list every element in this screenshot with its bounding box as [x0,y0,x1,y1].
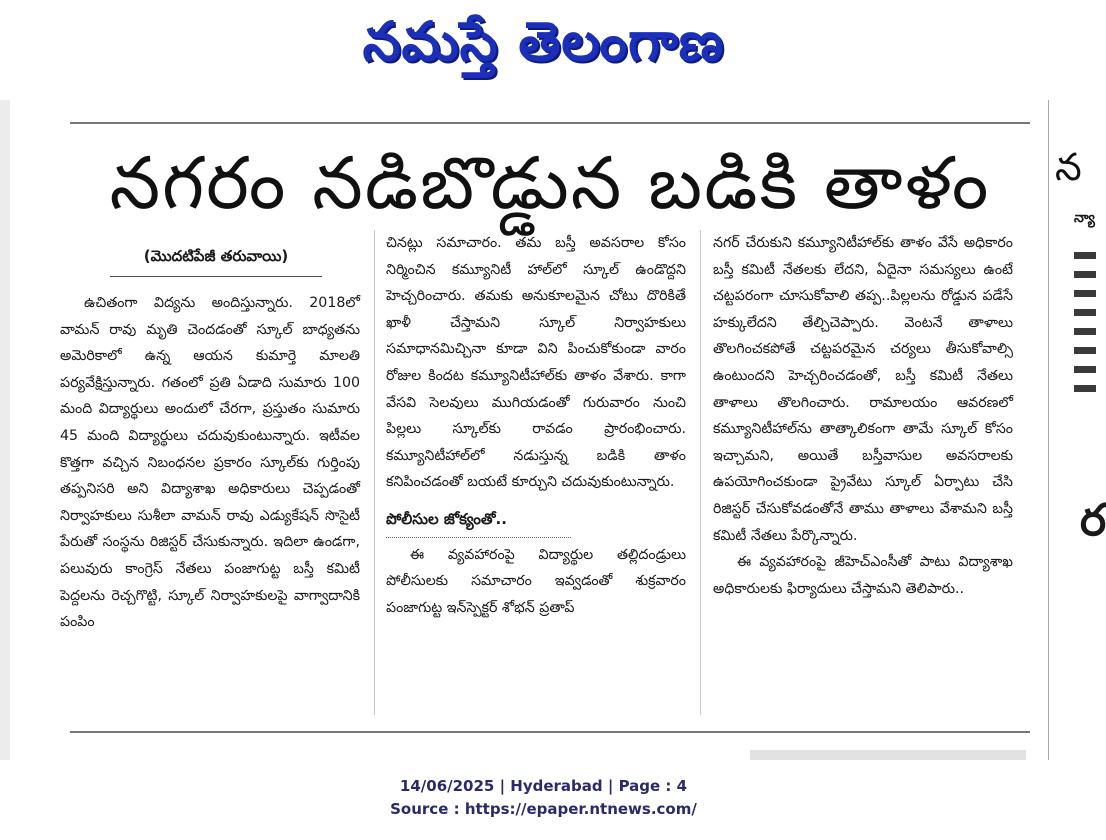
article-headline: నగరం నడిబొడ్డున బడికి తాళం [109,141,991,225]
column-2-text: చినట్లు సమాచారం. తమ బస్తీ అవసరాల కోసం నిర్మించిన కమ్యూనిటీ హాల్‌లో స్కూల్ ఉండొద్దని హెచ్చరించారు. తమకు అనుకూలమైన చోటు దొరికితే ఖాళీ చేస్తామని స్కూల్ నిర్వాహకులు సమాధానమిచ్చినా కూడా విని పించుకోకుండా వారం రోజుల కిందట కమ్యూనిటీహాల్‌కు తాళం వేశారు. కాగా వేసవి సెలవులు ముగియడంతో గురువారం నుంచి పిల్లలు స్కూల్‌కు రావడం ప్రారంభించారు. కమ్యూనిటీహాల్‌లో నడుస్తున్న బడికి తాళం కనిపించడంతో బయటే కూర్చుని చదువుకుంటున్నారు. [386,235,686,491]
column-2-text-after: ఈ వ్యవహారంపై విద్యార్థుల తల్లిదండ్రులు పోలీసులకు సమాచారం ఇవ్వడంతో శుక్రవారం పంజాగుట్ట ఇన్‌స్పెక్టర్ శోభన్ ప్రతాప్ [386,546,686,616]
footer-date-page: 14/06/2025 | Hyderabad | Page : 4 [399,777,688,795]
adjacent-article-strip [1048,100,1088,760]
column-1-text: ఉచితంగా విద్యను అందిస్తున్నారు. 2018లో వామన్ రావు మృతి చెందడంతో స్కూల్ బాధ్యతను అమెరికాలో ఉన్న ఆయన కుమార్తె మాలతి పర్యవేక్షిస్తున్నారు. గతంలో ప్రతి ఏడాది సుమారు 100 మంది విద్యార్థులు అందులో చేరగా, ప్రస్తుతం సుమారు 45 మంది విద్యార్థులు చదువుకుంటున్నారు. ఇటీవల కొత్తగా వచ్చిన నిబంధనల ప్రకారం స్కూల్‌కు గుర్తింపు తప్పనిసరి అని విద్యాశాఖ అధికారులు చెప్పడంతో నిర్వాహకులు సుశీలా వామన్ రావు ఎడ్యుకేషన్ సొసైటీ పేరుతో సంస్థను రిజిస్టర్ చేసుకున్నారు. ఇదిలా ఉండగా, పలువురు కాంగ్రెస్ నేతలు పంజాగుట్ట బస్తీ కమిటీ పెద్దలను రెచ్చగొట్టి, స్కూల్ నిర్వాహకులపై వాగ్వాదానికి పంపిం [60,295,360,631]
adjacent-text-fragments [1074,240,1096,404]
article-sheet [10,100,1106,760]
continued-rule [110,276,322,277]
column-3-text-2: ఈ వ్యవహారంపై జీహెచ్‌ఎంసీతో పాటు విద్యాశాఖ అధికారులకు ఫిర్యాదులు చేస్తామని తెలిపారు.. [713,554,1013,597]
article-column-3 [713,230,1013,602]
column-3-text: నగర్ చేరుకుని కమ్యూనిటీహాల్‌కు తాళం వేసే అధికారం బస్తీ కమిటీ నేతలకు లేదని, ఏదైనా సమస్యలు ఉంటే చట్టపరంగా చూసుకోవాలి తప్ప..పిల్లలను రోడ్డున పడేసే హక్కులేదని తేల్చిచెప్పారు. వెంటనే తాళాలు తొలగించకపోతే చట్టపరమైన చర్యలు తీసుకోవాల్సి ఉంటుందని హెచ్చరించడంతో, బస్తీ కమిటీ నేతలు తాళాలు తొలగించారు. రామాలయం ఆవరణలో కమ్యూనిటీహాల్‌ను తాత్కాలికంగా తామే స్కూల్ కోసం ఇచ్చామని, అయితే బస్తీవాసుల అవసరాలకు ఉపయోగించకుండా ప్రైవేటు స్కూల్ ఏర్పాటు చేసి రిజిస్టర్ చేసుకోవడంతోనే తాము తాళాలు వేశామని బస్తీ కమిటీ నేతలు పేర్కొన్నారు. [713,235,1013,544]
page-footer [0,775,1087,821]
column-divider [374,230,375,715]
article-column-1 [60,290,360,636]
article-column-2 [386,230,686,621]
epaper-clipping [0,100,1106,760]
adjacent-article-box [750,750,1026,760]
top-rule [70,122,1030,124]
footer-source-link[interactable]: Source : https://epaper.ntnews.com/ [390,800,697,818]
continued-label: (మొదటిపేజీ తరువాయి) [143,247,289,265]
masthead [0,0,1087,100]
adjacent-subhead-fragment: న్యా [1074,210,1095,226]
bottom-rule [70,731,1030,733]
newspaper-logo: నమస్తే తెలంగాణ [362,10,725,73]
column-divider [700,230,701,715]
adjacent-headline-fragment: న [1055,145,1082,189]
section-subhead: పోలీసుల జోక్యంతో.. [386,506,571,538]
adjacent-dropcap-fragment: ర [1080,495,1106,546]
